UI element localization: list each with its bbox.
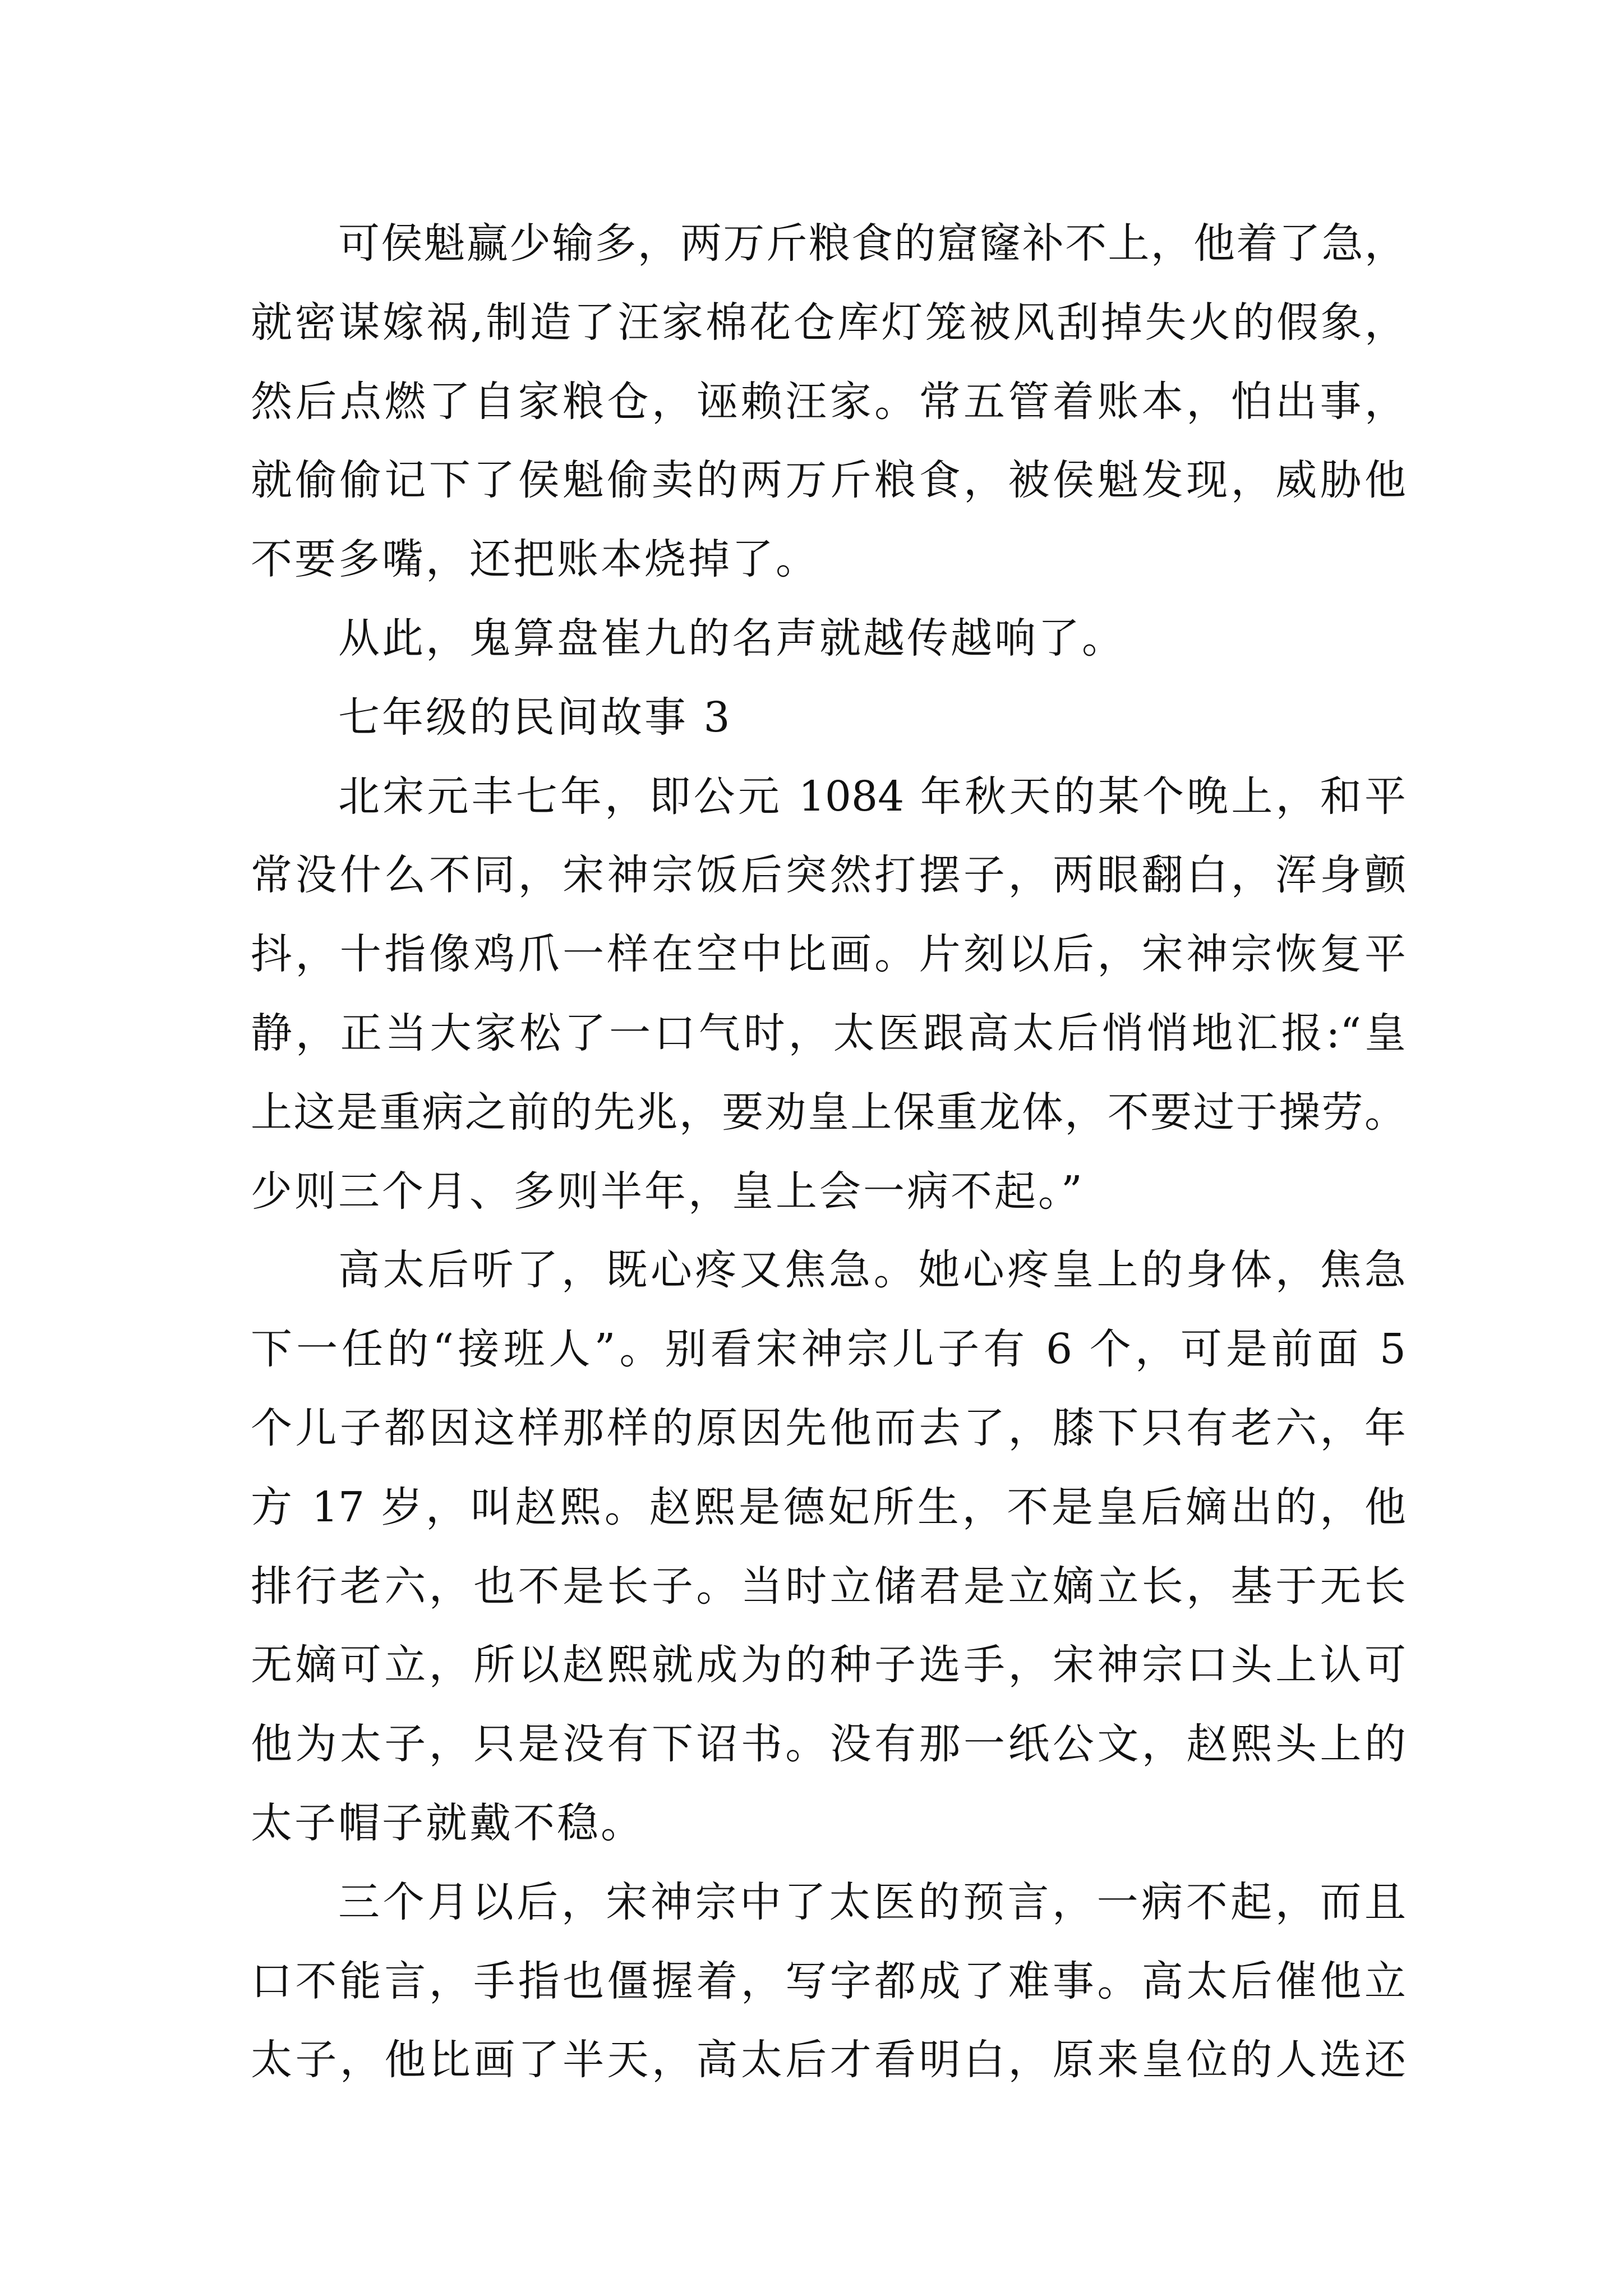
text-line: 他为太子，只是没有下诏书。没有那一纸公文，赵熙头上的 bbox=[251, 1720, 1406, 1768]
text-line: 抖，十指像鸡爪一样在空中比画。片刻以后，宋神宗恢复平 bbox=[251, 930, 1406, 978]
text-line: 不要多嘴，还把账本烧掉了。 bbox=[251, 535, 819, 583]
text-line: 高太后听了，既心疼又焦急。她心疼皇上的身体，焦急 bbox=[338, 1246, 1406, 1294]
text-line: 北宋元丰七年，即公元 1084 年秋天的某个晚上，和平 bbox=[338, 772, 1406, 821]
text-line: 无嫡可立，所以赵熙就成为的种子选手，宋神宗口头上认可 bbox=[251, 1641, 1406, 1689]
text-line: 常没什么不同，宋神宗饭后突然打摆子，两眼翻白，浑身颤 bbox=[251, 851, 1406, 899]
text-line: 可侯魁赢少输多，两万斤粮食的窟窿补不上，他着了急， bbox=[338, 219, 1406, 268]
text-line: 下一任的“接班人”。别看宋神宗儿子有 6 个，可是前面 5 bbox=[251, 1325, 1406, 1373]
text-line: 少则三个月、多则半年，皇上会一病不起。” bbox=[251, 1167, 1085, 1216]
text-line: 就密谋嫁祸,制造了汪家棉花仓库灯笼被风刮掉失火的假象， bbox=[251, 298, 1406, 347]
text-line: 个儿子都因这样那样的原因先他而去了，膝下只有老六，年 bbox=[251, 1404, 1406, 1452]
text-line: 上这是重病之前的先兆，要劝皇上保重龙体，不要过于操劳。 bbox=[251, 1088, 1406, 1137]
text-line: 就偷偷记下了侯魁偷卖的两万斤粮食，被侯魁发现，威胁他 bbox=[251, 456, 1406, 504]
text-line: 方 17 岁，叫赵熙。赵熙是德妃所生，不是皇后嫡出的，他 bbox=[251, 1483, 1406, 1531]
text-line: 从此，鬼算盘崔九的名声就越传越响了。 bbox=[338, 614, 1126, 662]
text-line: 静，正当大家松了一口气时，太医跟高太后悄悄地汇报:“皇 bbox=[251, 1009, 1406, 1057]
text-line: 太子帽子就戴不稳。 bbox=[251, 1799, 644, 1847]
text-line: 三个月以后，宋神宗中了太医的预言，一病不起，而且 bbox=[338, 1878, 1406, 1926]
text-line: 排行老六，也不是长子。当时立储君是立嫡立长，基于无长 bbox=[251, 1562, 1406, 1611]
text-line: 然后点燃了自家粮仓，诬赖汪家。常五管着账本，怕出事， bbox=[251, 378, 1406, 426]
text-line: 口不能言，手指也僵握着，写字都成了难事。高太后催他立 bbox=[251, 1957, 1406, 2005]
text-line: 太子，他比画了半天，高太后才看明白，原来皇位的人选还 bbox=[251, 2036, 1406, 2084]
heading-text: 七年级的民间故事 3 bbox=[338, 693, 732, 742]
